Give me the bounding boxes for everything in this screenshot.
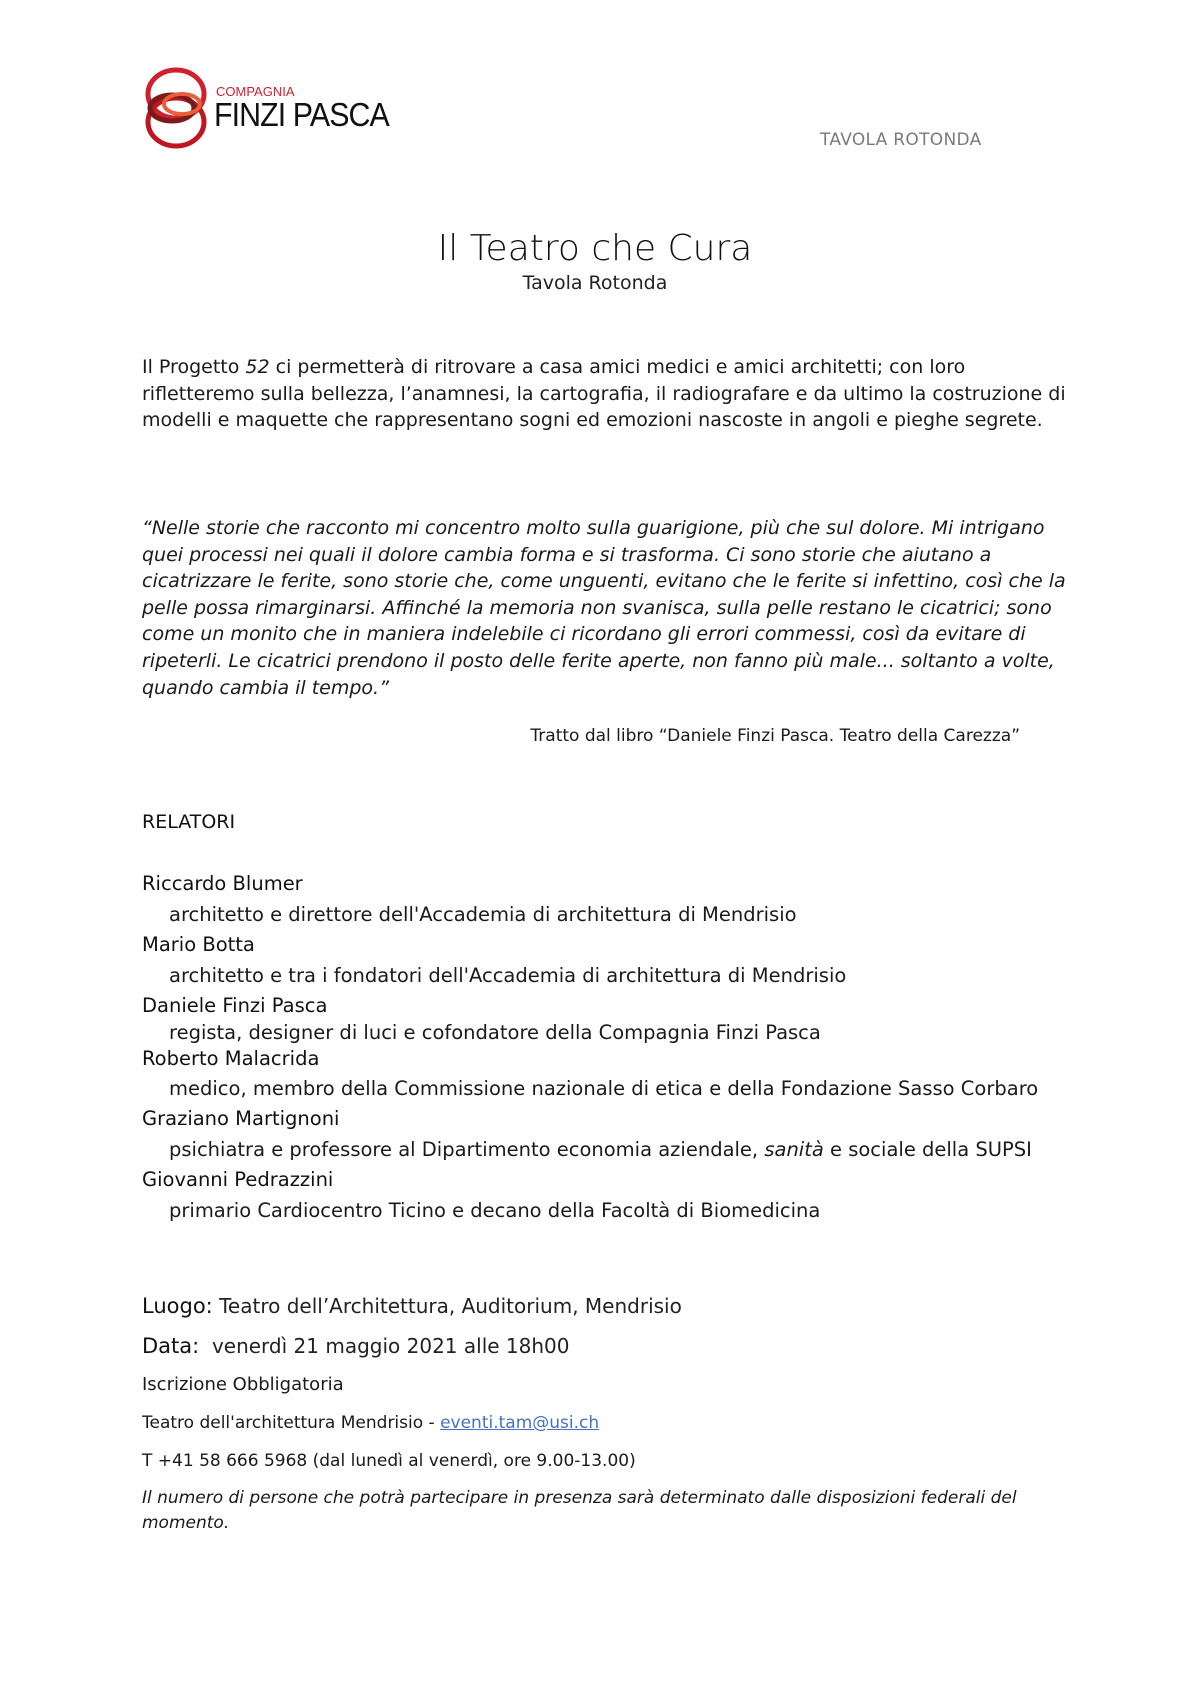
speaker-name: Mario Botta (142, 933, 255, 956)
intro-paragraph (142, 354, 1082, 434)
document-title: Il Teatro che Cura (437, 228, 753, 269)
logo-line-2: FINZI PASCA (214, 96, 389, 133)
header-tag: TAVOLA ROTONDA (820, 130, 982, 150)
place-label: Luogo: (142, 1294, 213, 1318)
attendance-note: Il numero di persone che potrà partecipare in presenza sarà determinato dalle disposizioni federali del momento. (142, 1488, 1017, 1533)
speaker-role: architetto e tra i fondatori dell'Accademia di architettura di Mendrisio (169, 964, 847, 987)
quote-source: Tratto dal libro “Daniele Finzi Pasca. Teatro della Carezza” (530, 726, 1020, 746)
place-value: Teatro dell’Architettura, Auditorium, Mendrisio (219, 1294, 682, 1318)
speaker-role: medico, membro della Commissione nazionale di etica e della Fondazione Sasso Corbaro (169, 1077, 1039, 1100)
email-link[interactable]: eventi.tam@usi.ch (440, 1413, 600, 1433)
speaker-role: regista, designer di luci e cofondatore della Compagnia Finzi Pasca (169, 1021, 821, 1044)
intro-project-number: 52 (245, 356, 270, 378)
intro-text-end: ci permetterà di ritrovare a casa amici medici e amici architetti; con loro rifletteremo sulla bellezza, l’anamnesi, la cartografia, il radiografare e da ultimo la costruzione di modelli e maquette che rappresentano sogni ed emozioni nascoste in angoli e pieghe segrete. (142, 356, 1066, 432)
event-info (142, 1286, 1082, 1480)
date-label: Data: (142, 1334, 200, 1358)
speakers-heading: RELATORI (142, 811, 236, 833)
speaker-role (142, 1134, 1142, 1165)
event-date (142, 1326, 1082, 1366)
speaker-item (142, 1165, 1142, 1226)
speaker-name: Daniele Finzi Pasca (142, 994, 328, 1017)
company-logo (142, 66, 412, 150)
quote-paragraph: “Nelle storie che racconto mi concentro molto sulla guarigione, più che sul dolore. Mi intrigano quei processi nei quali il dolore cambia forma e si trasforma. Ci sono storie che aiutano a cicatrizzare le ferite, sono storie che, come unguenti, evitano che le ferite si infettino, così che la pelle possa rimarginarsi. Affinché la memoria non svanisca, sulla pelle restano le cicatrici; sono come un monito che in maniera indelebile ci ricordano gli errori commessi, così da evitare di ripeterli. Le cicatrici prendono il posto delle ferite aperte, non fanno più male... soltanto a volte, quando cambia il tempo.” (142, 517, 1066, 699)
speaker-name: Giovanni Pedrazzini (142, 1168, 334, 1191)
speaker-name: Roberto Malacrida (142, 1047, 320, 1070)
speaker-name: Graziano Martignoni (142, 1107, 340, 1130)
speaker-name: Riccardo Blumer (142, 872, 303, 895)
rings-logo-icon (142, 66, 216, 150)
speaker-item (142, 991, 1142, 1045)
speaker-item (142, 1104, 1142, 1165)
speakers-list (142, 869, 1142, 1226)
intro-text-start: Il Progetto (142, 356, 246, 378)
speaker-role-end: e sociale della SUPSI (823, 1138, 1032, 1161)
event-place (142, 1286, 1082, 1326)
speaker-item (142, 930, 1142, 991)
speaker-item (142, 1045, 1142, 1104)
speaker-role-italic: sanità (764, 1138, 824, 1161)
date-value: venerdì 21 maggio 2021 alle 18h00 (211, 1334, 570, 1358)
logo-line-1: COMPAGNIA (216, 84, 295, 99)
registration-required: Iscrizione Obbligatoria (142, 1374, 344, 1395)
speaker-role: architetto e direttore dell'Accademia di architettura di Mendrisio (169, 903, 797, 926)
speaker-role-start: psichiatra e professore al Dipartimento economia aziendale, (169, 1138, 765, 1161)
contact-line (142, 1404, 1082, 1442)
contact-prefix: Teatro dell'architettura Mendrisio - (142, 1413, 441, 1433)
phone-line: T +41 58 666 5968 (dal lunedì al venerdì, ore 9.00-13.00) (142, 1451, 636, 1471)
document-subtitle: Tavola Rotonda (522, 272, 668, 294)
speaker-role: primario Cardiocentro Ticino e decano della Facoltà di Biomedicina (169, 1199, 821, 1222)
speaker-item (142, 869, 1142, 930)
